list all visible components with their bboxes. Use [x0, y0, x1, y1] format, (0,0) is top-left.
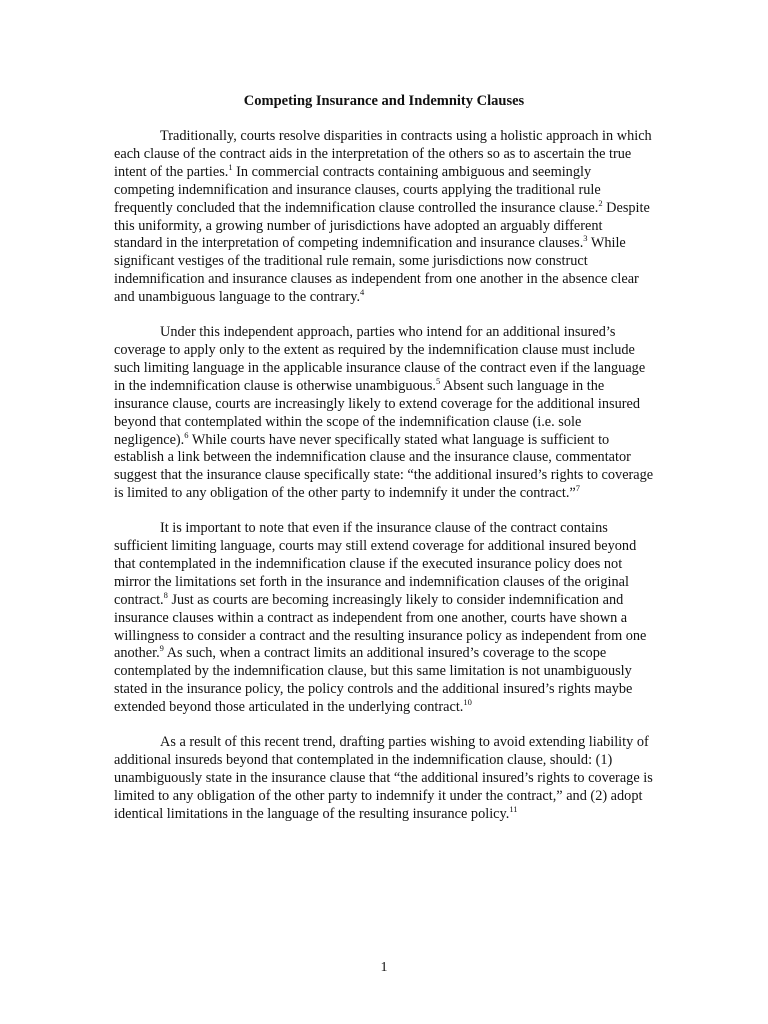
paragraph: [114, 734, 654, 824]
paragraph-text: While significant vestiges of the traditional rule remain, some jurisdictions now construct indemnification and insurance clauses as independent from one another in the absence clear and unambiguous language to the contrary.: [114, 235, 639, 306]
paragraph-text: In commercial contracts containing ambiguous and seemingly competing indemnification and insurance clauses, courts applying the traditional rule frequently concluded that the indemnification clause controlled the insurance clause.: [114, 163, 601, 216]
paragraph-text: While courts have never specifically stated what language is sufficient to establish a link between the indemnification clause and the insurance clause, commentator suggest that the insurance clause specifically state: “the additional insured’s rights to coverage is limited to any obligation of the other party to indemnify it under the contract.”: [114, 431, 654, 502]
footnote-marker: 8: [163, 589, 168, 600]
paragraph-text: Under this independent approach, parties who intend for an additional insured’s coverage to apply only to the extent as required by the indemnification clause must include such limiting language in the applicable insurance clause of the contract even if the language in the indemnification clause is otherwise unambiguous.: [114, 324, 646, 394]
footnote-marker: 11: [509, 803, 518, 814]
footnote-marker: 2: [598, 197, 603, 208]
footnote-marker: 9: [159, 643, 164, 654]
page-number: 1: [380, 960, 388, 975]
footnote-marker: 1: [228, 161, 233, 172]
paragraph: [114, 128, 654, 307]
footnote-marker: 10: [463, 697, 472, 708]
footnote-marker: 4: [360, 287, 365, 298]
paragraph-text: Absent such language in the insurance clause, courts are increasingly likely to extend coverage for the additional insured beyond that contemplated within the scope of the indemnification clause (i.e. sole negligence).: [114, 377, 641, 448]
footnote-marker: 5: [436, 375, 441, 386]
footnote-marker: 7: [575, 483, 581, 494]
document-body: [114, 128, 654, 841]
document-title: Competing Insurance and Indemnity Clauses: [243, 93, 525, 109]
paragraph: [114, 324, 654, 503]
paragraph-text: As such, when a contract limits an additional insured’s coverage to the scope contemplated by the indemnification clause, but this same limitation is not unambiguously stated in the insurance policy, the policy controls and the additional insured’s rights maybe extended beyond those articulated in the underlying contract.: [114, 645, 633, 716]
paragraph-text: Despite this uniformity, a growing number of jurisdictions have adopted an arguably different standard in the interpretation of competing indemnification and insurance clauses.: [114, 199, 650, 252]
footnote-marker: 6: [184, 429, 189, 440]
footnote-marker: 3: [583, 233, 588, 244]
paragraph: [114, 520, 654, 717]
paragraph-text: Traditionally, courts resolve disparities in contracts using a holistic approach in which each clause of the contract aids in the interpretation of the others so as to ascertain the true intent of the parties.: [114, 128, 652, 180]
paragraph-text: Just as courts are becoming increasingly likely to consider indemnification and insurance clauses within a contract as independent from one another, courts have shown a willingness to consider a contract and the resulting insurance policy as independent from one another.: [114, 591, 647, 662]
paragraph-text: It is important to note that even if the insurance clause of the contract contains sufficient limiting language, courts may still extend coverage for additional insured beyond that contemplated in the indemnification clause if the executed insurance policy does not mirror the limitations set forth in the insurance and indemnification clauses of the original contract.: [114, 520, 637, 608]
paragraph-text: As a result of this recent trend, drafting parties wishing to avoid extending liability of additional insureds beyond that contemplated in the indemnification clause, should: (1) unambiguously state in the insurance clause that “the additional insured’s rights to coverage is limited to any obligation of the other party to indemnify it under the contract,” and (2) adopt identical limitations in the language of the resulting insurance policy.: [114, 734, 653, 822]
